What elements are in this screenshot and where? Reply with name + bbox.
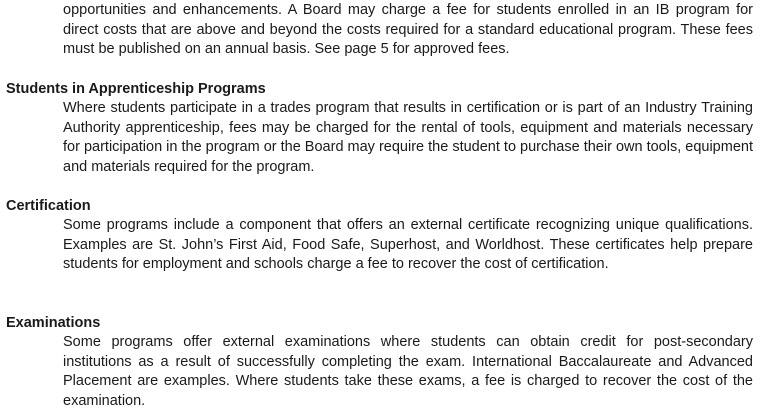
section-paragraph-examinations: Some programs offer external examinations where students can obtain credit for post-secondary institutions as a result of successfully completing the exam. International Baccalaureate and Advanced Placement are examples. Where students take these exams, a fee is charged to recover the cost of the examination.	[63, 334, 753, 409]
intro-paragraph: opportunities and enhancements. A Board may charge a fee for students enrolled in an IB program for direct costs that are above and beyond the costs required for a standard educational program. These fees must be published on an annual basis. See page 5 for approved fees.	[63, 2, 753, 57]
section-heading-apprenticeship: Students in Apprenticeship Programs	[6, 81, 266, 97]
section-paragraph-apprenticeship: Where students participate in a trades program that results in certification or is part of an Industry Training Authority apprenticeship, fees may be charged for the rental of tools, equipment and materials necessary for participation in the program or the Board may require the student to purchase their own tools, equipment and materials required for the program.	[63, 100, 753, 175]
section-heading-certification: Certification	[6, 198, 91, 214]
section-heading-examinations: Examinations	[6, 315, 101, 331]
section-paragraph-certification: Some programs include a component that offers an external certificate recognizing unique qualifications. Examples are St. John’s First Aid, Food Safe, Superhost, and Worldhost. These certificates help prepare students for employment and schools charge a fee to recover the cost of certification.	[63, 217, 753, 272]
